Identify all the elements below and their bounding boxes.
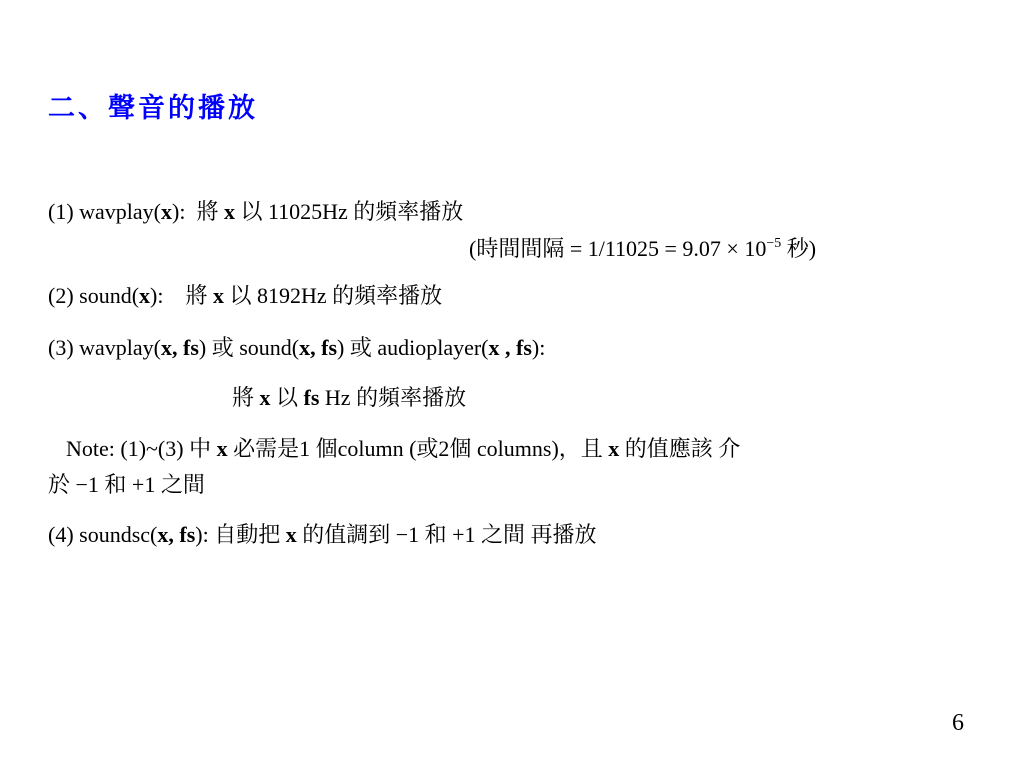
item-1-text-a: (1) wavplay( <box>48 199 162 224</box>
item-3-line <box>48 334 545 362</box>
item-2-var-x-2: x <box>213 283 224 308</box>
item-3-args-2: x, fs <box>299 335 338 360</box>
note-line <box>66 435 740 463</box>
item-1-text-c: ): 將 <box>172 199 224 224</box>
item-1-text-e: 以 11025Hz 的頻率播放 <box>234 199 464 224</box>
item-1-note-exponent: −5 <box>766 236 782 251</box>
item-4-line <box>48 521 597 549</box>
slide-title: 二、聲音的播放 <box>48 93 258 123</box>
item-2-text-e: 以 8192Hz 的頻率播放 <box>224 283 443 308</box>
item-4-text-a: (4) soundsc( <box>48 522 158 547</box>
item-1-var-x-2: x <box>223 199 235 224</box>
item-1-note-text-b: 秒) <box>781 236 817 261</box>
item-1-line <box>48 198 463 226</box>
item-3-args-3: x , fs <box>488 335 532 360</box>
item-4-text-c: ): 自動把 <box>195 522 286 547</box>
item-2-text-a: (2) sound( <box>48 283 140 308</box>
item-3-args-1: x, fs <box>161 335 199 360</box>
item-3-desc-line <box>232 384 466 412</box>
item-3-text-g: ): <box>531 335 546 360</box>
item-3-desc-var-x: x <box>259 385 271 410</box>
item-3-desc-var-fs: fs <box>303 385 320 410</box>
item-4-args: x, fs <box>157 522 196 547</box>
item-3-text-a: (3) wavplay( <box>48 335 162 360</box>
item-3-desc-text-a: 將 <box>232 385 260 410</box>
item-4-var-x: x <box>285 522 297 547</box>
item-1-var-x: x <box>161 199 173 224</box>
item-2-text-c: ): 將 <box>150 283 213 308</box>
note-text-a: Note: (1)~(3) 中 <box>66 436 217 461</box>
item-3-desc-text-c: 以 <box>270 385 304 410</box>
item-1-note-line <box>469 230 816 263</box>
note-continuation-line <box>48 471 205 499</box>
note-var-x-2: x <box>608 436 620 461</box>
item-2-var-x: x <box>139 283 151 308</box>
note-continuation-text: 於 −1 和 +1 之間 <box>48 472 205 497</box>
page-number: 6 <box>952 710 964 736</box>
note-text-e: 的值應該 介 <box>619 436 741 461</box>
item-1-note-text-a: (時間間隔 = 1/11025 = 9.07 × 10 <box>469 236 767 261</box>
item-3-text-e: ) 或 audioplayer( <box>337 335 489 360</box>
item-3-desc-text-e: Hz 的頻率播放 <box>319 385 467 410</box>
item-4-text-e: 的值調到 −1 和 +1 之間 再播放 <box>296 522 597 547</box>
item-2-line <box>48 282 442 310</box>
note-text-c: 必需是1 個column (或2個 columns)，且 <box>227 436 609 461</box>
item-3-text-c: ) 或 sound( <box>198 335 300 360</box>
note-var-x: x <box>216 436 228 461</box>
